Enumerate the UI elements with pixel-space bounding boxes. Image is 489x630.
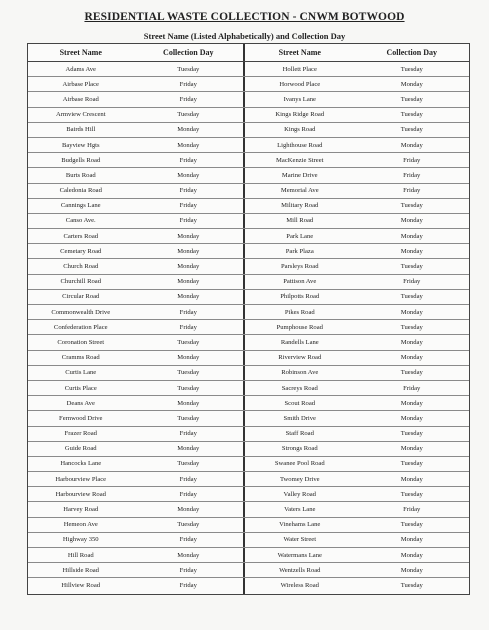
street-name-right: MacKenzie Street (276, 156, 324, 164)
table-row (28, 290, 469, 305)
collection-day-right: Monday (400, 475, 423, 483)
table-row (28, 442, 469, 457)
street-name-left: Deans Ave (66, 399, 95, 407)
table-row (28, 275, 469, 290)
collection-day-right: Tuesday (400, 202, 423, 210)
collection-day-left: Monday (134, 290, 246, 304)
street-name-left: Cannings Lane (60, 202, 101, 210)
table-row (28, 153, 469, 168)
page-title: RESIDENTIAL WASTE COLLECTION - CNWM BOTWOOD (84, 11, 405, 23)
collection-day-right: Tuesday (400, 369, 423, 377)
collection-day-left: Monday (134, 548, 246, 562)
street-name-right: Watermans Lane (277, 551, 322, 559)
street-name-left: Hillview Road (61, 582, 101, 590)
collection-day-right: Monday (400, 399, 423, 407)
collection-day-left: Monday (134, 502, 246, 516)
street-name-left: Commonwealth Drive (51, 308, 111, 316)
collection-day-right: Monday (400, 445, 423, 453)
street-name-left: Airbase Place (62, 80, 99, 88)
collection-day-left: Tuesday (134, 457, 246, 471)
table-row (28, 351, 469, 366)
street-name-right: Staff Road (285, 430, 314, 438)
collection-day-left: Friday (134, 487, 246, 501)
street-name-left: Circular Road (62, 293, 100, 301)
collection-day-left: Friday (134, 77, 246, 91)
collection-day-right: Friday (403, 187, 421, 195)
collection-day-right: Tuesday (400, 263, 423, 271)
street-name-left: Curtis Place (64, 384, 97, 392)
collection-day-left: Friday (134, 563, 246, 577)
street-name-left: Frazer Road (64, 430, 97, 438)
street-name-left: Adams Ave (65, 65, 96, 73)
street-name-left: Confederation Place (53, 323, 108, 331)
street-name-left: Highway 350 (62, 536, 99, 544)
table-row (28, 123, 469, 138)
street-name-right: Randells Lane (280, 338, 319, 346)
collection-day-left: Friday (134, 320, 246, 334)
street-name-right: Riverview Road (278, 354, 322, 362)
street-name-left: Harvey Road (63, 506, 99, 514)
table-row (28, 381, 469, 396)
table-row (28, 320, 469, 335)
table-row (28, 578, 469, 593)
collection-day-right: Friday (403, 506, 421, 514)
street-name-right: Sacreys Road (281, 384, 318, 392)
street-name-right: Kings Ridge Road (275, 111, 325, 119)
collection-day-left: Friday (134, 92, 246, 106)
collection-day-right: Tuesday (400, 430, 423, 438)
street-name-left: Budgells Road (61, 156, 101, 164)
table-row (28, 62, 469, 77)
collection-day-left: Monday (134, 275, 246, 289)
collection-day-left: Tuesday (134, 335, 246, 349)
table-row (28, 108, 469, 123)
collection-day-left: Tuesday (134, 108, 246, 122)
collection-day-right: Tuesday (400, 126, 423, 134)
collection-day-right: Monday (400, 338, 423, 346)
street-name-left: Hillside Road (62, 566, 99, 574)
street-name-left: Cramms Road (61, 354, 100, 362)
collection-day-right: Monday (400, 551, 423, 559)
table-row (28, 244, 469, 259)
collection-day-right: Monday (400, 217, 423, 225)
header-collection-day-right: Collection Day (386, 48, 437, 57)
collection-day-left: Tuesday (134, 381, 246, 395)
collection-day-left: Friday (134, 305, 246, 319)
collection-day-left: Friday (134, 153, 246, 167)
collection-day-left: Tuesday (134, 62, 246, 76)
table-header-row (28, 44, 469, 62)
street-name-right: Vinehams Lane (279, 521, 321, 529)
table-row (28, 411, 469, 426)
table-row (28, 229, 469, 244)
table-row (28, 502, 469, 517)
collection-day-right: Friday (403, 384, 421, 392)
street-name-left: Hemeon Ave (63, 521, 98, 529)
table-row (28, 138, 469, 153)
table-row (28, 214, 469, 229)
collection-day-right: Tuesday (400, 95, 423, 103)
collection-day-left: Friday (134, 533, 246, 547)
street-name-right: Mill Road (286, 217, 314, 225)
table-row (28, 335, 469, 350)
collection-day-right: Monday (400, 141, 423, 149)
street-name-left: Church Road (63, 263, 99, 271)
header-collection-day-left: Collection Day (134, 44, 246, 61)
collection-day-right: Monday (400, 354, 423, 362)
collection-day-left: Friday (134, 578, 246, 593)
street-name-right: Robinson Ave (281, 369, 319, 377)
table-row (28, 184, 469, 199)
street-name-left: Canso Ave. (65, 217, 96, 225)
street-name-right: Philpotts Road (280, 293, 320, 301)
header-street-name-left: Street Name (59, 48, 102, 57)
street-name-right: Strongs Road (281, 445, 318, 453)
collection-day-right: Tuesday (400, 582, 423, 590)
street-name-right: Valley Road (283, 490, 316, 498)
collection-day-right: Monday (400, 536, 423, 544)
collection-day-right: Tuesday (400, 65, 423, 73)
table-row (28, 457, 469, 472)
street-name-right: Memorial Ave (280, 187, 319, 195)
collection-day-left: Tuesday (134, 518, 246, 532)
street-name-right: Wireless Road (280, 582, 319, 590)
header-street-name-right: Street Name (278, 48, 321, 57)
collection-day-left: Friday (134, 199, 246, 213)
street-name-left: Hill Road (67, 551, 94, 559)
street-name-right: Swanee Pool Road (274, 460, 325, 468)
street-name-left: Churchill Road (60, 278, 101, 286)
collection-day-left: Monday (134, 351, 246, 365)
table-row (28, 533, 469, 548)
street-name-right: Smith Drive (283, 414, 316, 422)
street-name-left: Coronation Street (57, 338, 105, 346)
collection-day-right: Monday (400, 414, 423, 422)
street-name-right: Scout Road (284, 399, 316, 407)
table-row (28, 563, 469, 578)
street-name-left: Curtis Lane (65, 369, 97, 377)
table-row (28, 396, 469, 411)
street-name-left: Airbase Road (62, 95, 99, 103)
street-name-right: Kings Road (284, 126, 316, 134)
street-name-right: Pattison Ave (283, 278, 317, 286)
collection-day-left: Monday (134, 442, 246, 456)
collection-day-right: Friday (403, 171, 421, 179)
collection-day-left: Tuesday (134, 366, 246, 380)
collection-day-right: Tuesday (400, 111, 423, 119)
collection-day-right: Monday (400, 308, 423, 316)
street-name-left: Armview Crescent (55, 111, 106, 119)
collection-schedule-table (27, 43, 470, 595)
collection-day-right: Friday (403, 278, 421, 286)
collection-day-right: Friday (403, 156, 421, 164)
street-name-left: Bairds Hill (66, 126, 96, 134)
table-row (28, 548, 469, 563)
street-name-left: Carters Road (63, 232, 99, 240)
table-row (28, 305, 469, 320)
table-row (28, 366, 469, 381)
table-row (28, 472, 469, 487)
street-name-right: Pikes Road (284, 308, 315, 316)
street-name-right: Hollett Place (282, 65, 317, 73)
street-name-right: Military Road (281, 202, 319, 210)
collection-day-right: Tuesday (400, 323, 423, 331)
page-subtitle: Street Name (Listed Alphabetically) and Collection Day (143, 31, 346, 41)
collection-day-left: Friday (134, 427, 246, 441)
collection-day-left: Monday (134, 123, 246, 137)
collection-day-left: Monday (134, 168, 246, 182)
street-name-left: Harbourview Road (55, 490, 106, 498)
street-name-right: Water Street (283, 536, 317, 544)
street-name-right: Park Plaza (285, 247, 314, 255)
street-name-left: Fernwood Drive (59, 414, 103, 422)
collection-day-right: Tuesday (400, 293, 423, 301)
collection-day-right: Monday (400, 566, 423, 574)
street-name-right: Horwood Place (279, 80, 321, 88)
collection-day-left: Monday (134, 229, 246, 243)
street-name-right: Marine Drive (281, 171, 318, 179)
collection-day-left: Friday (134, 472, 246, 486)
table-row (28, 92, 469, 107)
collection-day-left: Monday (134, 138, 246, 152)
collection-day-right: Tuesday (400, 460, 423, 468)
table-row (28, 168, 469, 183)
collection-day-left: Monday (134, 244, 246, 258)
collection-day-left: Friday (134, 214, 246, 228)
street-name-right: Vaters Lane (284, 506, 316, 514)
table-row (28, 77, 469, 92)
street-name-left: Hancocks Lane (60, 460, 102, 468)
street-name-right: Pumphouse Road (276, 323, 323, 331)
collection-day-left: Monday (134, 396, 246, 410)
table-row (28, 487, 469, 502)
street-name-right: Ivanys Lane (283, 95, 316, 103)
collection-day-right: Tuesday (400, 490, 423, 498)
street-name-right: Lighthouse Road (277, 141, 323, 149)
table-row (28, 259, 469, 274)
collection-day-right: Tuesday (400, 521, 423, 529)
collection-day-right: Monday (400, 232, 423, 240)
street-name-right: Parsleys Road (280, 263, 319, 271)
street-name-left: Caledonia Road (59, 187, 102, 195)
street-name-left: Guide Road (64, 445, 97, 453)
street-name-left: Harbourview Place (55, 475, 107, 483)
street-name-left: Burts Road (65, 171, 96, 179)
table-row (28, 518, 469, 533)
street-name-right: Wentzells Road (279, 566, 321, 574)
collection-day-left: Monday (134, 259, 246, 273)
street-name-right: Park Lane (286, 232, 314, 240)
street-name-right: Twomey Drive (279, 475, 320, 483)
table-row (28, 199, 469, 214)
street-name-left: Cemetary Road (60, 247, 102, 255)
collection-day-right: Monday (400, 247, 423, 255)
collection-day-right: Monday (400, 80, 423, 88)
collection-day-left: Friday (134, 184, 246, 198)
collection-day-left: Tuesday (134, 411, 246, 425)
street-name-left: Bayview Hgts (61, 141, 100, 149)
table-row (28, 427, 469, 442)
